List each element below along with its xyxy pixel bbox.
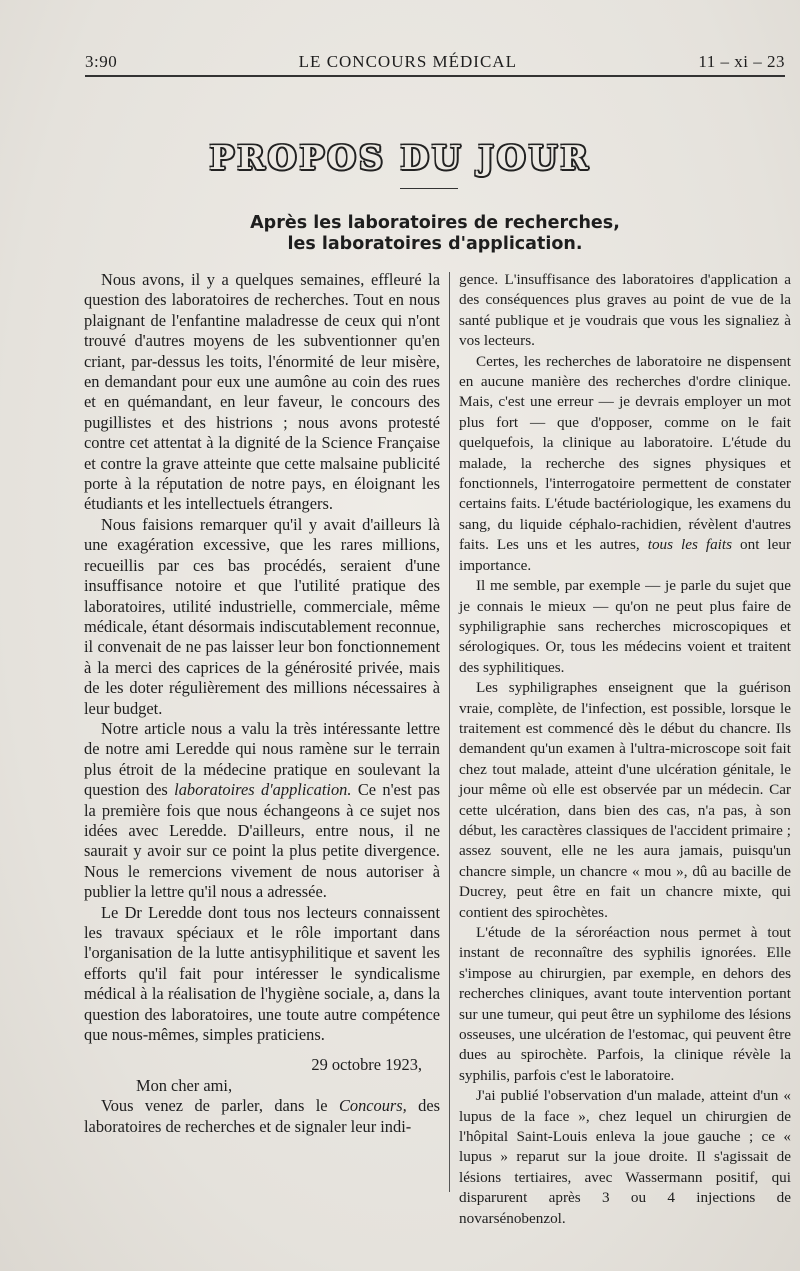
- paragraph: Nous faisions remarquer qu'il y avait d'ailleurs là une exagération excessive, que les rares millions, recueillis par ces bas procédés, seraient d'une insuffisance notoire et que l'utilité pratique des laboratoires, utilité industrielle, commerciale, même médicale, étant désormais indiscutablement reconnue, il convenait de ne pas laisser leur bon fonctionnement à la merci des caprices de la générosité privée, mais de les doter régulièrement des millions nécessaires à leur budget.: [84, 514, 440, 718]
- text-span: Vous venez de parler, dans le: [101, 1096, 339, 1116]
- paragraph: Le Dr Leredde dont tous nos lecteurs connaissent les travaux spéciaux et le rôle important dans l'organisation de la lutte antisyphilitique et savent les efforts qu'il fait pour intéresser le syndicalisme médical à la réalisation de l'hygiène sociale, a, dans la question des laboratoires, une toute autre compétence que nous-mêmes, simples praticiens.: [84, 902, 440, 1045]
- issue-date: 11 – xi – 23: [698, 52, 785, 71]
- running-head: [85, 46, 785, 72]
- article-subtitle: [180, 213, 690, 255]
- journal-name: LE CONCOURS MÉDICAL: [298, 52, 517, 71]
- letter-salutation: Mon cher ami,: [136, 1075, 233, 1095]
- title-divider: [400, 188, 458, 189]
- paragraph: L'étude de la séroréaction nous permet à tout instant de reconnaître des syphilis ignorées. Elle s'impose au chirurgien, par exemple, en dehors des recherches cliniques, avant toute intervention portant sur une tumeur, qui peut être un syphilome des lésions osseuses, une ulcération de l'estomac, qui peuvent être dues au spirochète. Parfois, la clinique révèle la syphilis, parfois c'est le laboratoire.: [459, 924, 791, 1084]
- left-column: [84, 270, 440, 1137]
- paragraph: Il me semble, par exemple — je parle du sujet que je connais le mieux — qu'on ne peut plus faire de syphiligraphie sans recherches microscopiques et sérologiques. Or, tous les médecins voient et traitent des syphilitiques.: [459, 577, 791, 676]
- italic-text: Concours,: [338, 1096, 407, 1116]
- italic-text: laboratoires d'application.: [174, 780, 352, 800]
- text-span: des laboratoires de recherches et de signaler leur indi-: [84, 1096, 441, 1136]
- text-span: Ce n'est pas la première fois que nous échangeons à ce sujet nos idées avec Leredde. D'ailleurs, entre nous, il ne saurait y avoir sur ce point la plus petite divergence. Nous le remercions vivement de nous autoriser à publier la lettre qu'il nous a adressée.: [84, 780, 440, 902]
- header-rule: [85, 75, 785, 77]
- text-span: ont leur importance.: [459, 536, 791, 574]
- paragraph: [459, 352, 791, 576]
- subtitle-line-1: Après les laboratoires de recherches,: [250, 213, 620, 233]
- page-title: PROPOS DU JOUR: [209, 138, 591, 177]
- paragraph: gence. L'insuffisance des laboratoires d'application a des conséquences plus graves au point de vue de la santé publique et je voudrais que vous les signaliez à vos lecteurs.: [459, 271, 791, 350]
- paragraph: [84, 719, 440, 903]
- subtitle-line-2: les laboratoires d'application.: [287, 234, 583, 254]
- page-number: 3:90: [85, 52, 118, 71]
- paragraph: Nous avons, il y a quelques semaines, effleuré la question des laboratoires de recherches. Tout en nous plaignant de l'enfantine maladresse de ceux qui n'ont trouvé d'autres moyens de les subventionner qu'en criant, par-dessus les toits, l'énormité de leur misère, en demandant pour eux une aumône au coin des rues et en quémandant, en leur faveur, le concours des pugillistes et des histrions ; nous avons protesté contre cet attentat à la dignité de la Science Française et contre la grave atteinte que cette malsaine publicité porte à la réputation de notre pays, en éloignant les étudiants et les intellectuels étrangers.: [84, 270, 440, 514]
- text-span: Certes, les recherches de laboratoire ne dispensent en aucune manière des recherches d'ordre clinique. Mais, c'est une erreur — je devrais employer un mot plus fort — que d'opposer, comme on le fait quelquefois, la clinique au laboratoire. L'étude du malade, la recherche des signes physiques et fonctionnels, l'interrogatoire permettent de constater certains faits. L'étude bactériologique, les examens du sang, du liquide céphalo-rachidien, révèlent d'autres faits. Les uns et les autres,: [459, 352, 791, 554]
- right-column: [459, 270, 791, 1229]
- paragraph: [84, 1096, 440, 1137]
- text-span: Notre article nous a valu la très intéressante lettre de notre ami Leredde qui nous ramène sur le terrain plus étroit de la médecine pratique en soulevant la question des: [84, 718, 440, 800]
- letter-date: 29 octobre 1923,: [311, 1055, 422, 1075]
- italic-text: tous les faits: [647, 536, 733, 554]
- column-divider: [449, 272, 450, 1192]
- paragraph: J'ai publié l'observation d'un malade, atteint d'un « lupus de la face », chez lequel un chirurgien de l'hôpital Saint-Louis enleva la joue gauche ; ce « lupus » reparut sur la joue droite. Il s'agissait de lésions tertiaires, avec Wassermann positif, qui disparurent après 3 ou 4 injections de novarsénobenzol.: [459, 1087, 791, 1227]
- paragraph: Les syphiligraphes enseignent que la guérison vraie, complète, de l'infection, est possible, lorsque le traitement est commencé dès le début du chancre. Ils demandent qu'un examen à l'ultra-microscope soit fait chez tout malade, atteint d'une ulcération génitale, le jour même où elle est observée par un médecin. Car cette ulcération, dans bien des cas, n'a pas, à son début, les caractères classiques de l'accident primaire ; assez souvent, elle ne les aura jamais, puisqu'un chancre simple, un chancre « mou », dû au bacille de Ducrey, peut être en fait un chancre mixte, qui contient des spirochètes.: [459, 679, 791, 921]
